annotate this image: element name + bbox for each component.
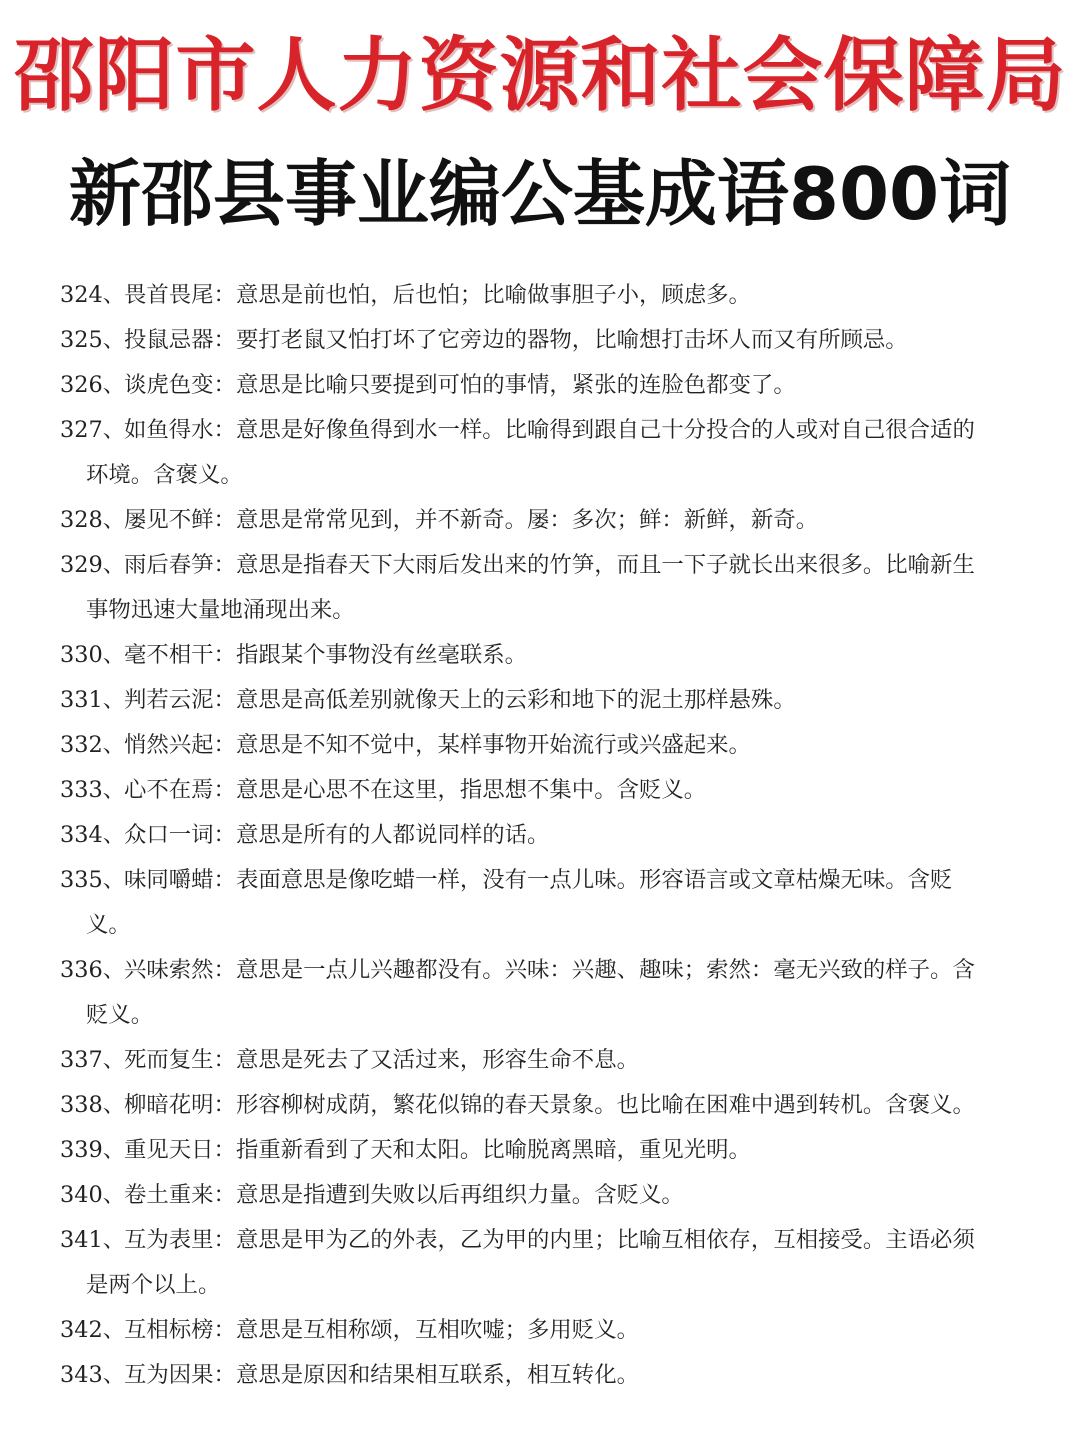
list-item — [60, 1353, 990, 1398]
entry-text: 心不在焉：意思是心思不在这里，指思想不集中。含贬义。 — [124, 777, 707, 803]
entry-number: 335、 — [60, 867, 126, 893]
list-item — [60, 633, 990, 678]
entry-number: 325、 — [60, 327, 126, 353]
list-item — [60, 1128, 990, 1173]
entry-text: 谈虎色变：意思是比喻只要提到可怕的事情，紧张的连脸色都变了。 — [124, 372, 796, 398]
list-item — [60, 318, 990, 363]
entry-number: 343、 — [60, 1362, 126, 1388]
list-item — [60, 408, 990, 498]
entry-number: 329、 — [60, 552, 126, 578]
list-item — [60, 1173, 990, 1218]
entry-text: 味同嚼蜡：表面意思是像吃蜡一样，没有一点儿味。形容语言或文章枯燥无味。含贬义。 — [86, 867, 953, 938]
list-item — [60, 813, 990, 858]
list-item — [60, 948, 990, 1038]
entry-text: 互相标榜：意思是互相称颂，互相吹嘘；多用贬义。 — [124, 1317, 639, 1343]
entry-number: 326、 — [60, 372, 126, 398]
list-item — [60, 678, 990, 723]
entry-number: 338、 — [60, 1092, 126, 1118]
entry-number: 332、 — [60, 732, 126, 758]
entry-number: 324、 — [60, 282, 126, 308]
entry-text: 悄然兴起：意思是不知不觉中，某样事物开始流行或兴盛起来。 — [124, 732, 751, 758]
list-item — [60, 543, 990, 633]
entry-text: 投鼠忌器：要打老鼠又怕打坏了它旁边的器物，比喻想打击坏人而又有所顾忌。 — [124, 327, 908, 353]
list-item — [60, 498, 990, 543]
entry-text: 如鱼得水：意思是好像鱼得到水一样。比喻得到跟自己十分投合的人或对自己很合适的环境。含褒义。 — [86, 417, 975, 488]
entry-text: 互为因果：意思是原因和结果相互联系，相互转化。 — [124, 1362, 639, 1388]
entry-text: 判若云泥：意思是高低差别就像天上的云彩和地下的泥土那样悬殊。 — [124, 687, 796, 713]
list-item — [60, 858, 990, 948]
idiom-list — [60, 273, 990, 1398]
list-item — [60, 723, 990, 768]
entry-text: 死而复生：意思是死去了又活过来，形容生命不息。 — [124, 1047, 639, 1073]
entry-number: 331、 — [60, 687, 126, 713]
entry-number: 340、 — [60, 1182, 126, 1208]
entry-text: 畏首畏尾：意思是前也怕，后也怕；比喻做事胆子小，顾虑多。 — [124, 282, 751, 308]
entry-number: 328、 — [60, 507, 126, 533]
list-item — [60, 273, 990, 318]
list-item — [60, 1083, 990, 1128]
entry-text: 雨后春笋：意思是指春天下大雨后发出来的竹笋，而且一下子就长出来很多。比喻新生事物迅速大量地涌现出来。 — [86, 552, 975, 623]
list-item — [60, 1308, 990, 1353]
list-item — [60, 1218, 990, 1308]
entry-number: 334、 — [60, 822, 126, 848]
entry-number: 339、 — [60, 1137, 126, 1163]
entry-text: 毫不相干：指跟某个事物没有丝毫联系。 — [124, 642, 528, 668]
entry-text: 重见天日：指重新看到了天和太阳。比喻脱离黑暗，重见光明。 — [124, 1137, 751, 1163]
entry-text: 兴味索然：意思是一点儿兴趣都没有。兴味：兴趣、趣味；索然：毫无兴致的样子。含贬义。 — [86, 957, 975, 1028]
entry-number: 336、 — [60, 957, 126, 983]
entry-text: 屡见不鲜：意思是常常见到，并不新奇。屡：多次；鲜：新鲜，新奇。 — [124, 507, 819, 533]
entry-number: 342、 — [60, 1317, 126, 1343]
list-item — [60, 1038, 990, 1083]
list-item — [60, 768, 990, 813]
list-item — [60, 363, 990, 408]
page-title: 邵阳市人力资源和社会保障局 — [13, 29, 1067, 122]
entry-number: 330、 — [60, 642, 126, 668]
header — [0, 0, 1080, 250]
entry-number: 333、 — [60, 777, 126, 803]
entry-text: 卷土重来：意思是指遭到失败以后再组织力量。含贬义。 — [124, 1182, 684, 1208]
entry-number: 337、 — [60, 1047, 126, 1073]
entry-text: 互为表里：意思是甲为乙的外表，乙为甲的内里；比喻互相依存，互相接受。主语必须是两个以上。 — [86, 1227, 975, 1298]
entry-text: 众口一词：意思是所有的人都说同样的话。 — [124, 822, 550, 848]
entry-text: 柳暗花明：形容柳树成荫，繁花似锦的春天景象。也比喻在困难中遇到转机。含褒义。 — [124, 1092, 975, 1118]
page-subtitle: 新邵县事业编公基成语800词 — [68, 152, 1012, 236]
entry-number: 327、 — [60, 417, 126, 443]
entry-number: 341、 — [60, 1227, 126, 1253]
